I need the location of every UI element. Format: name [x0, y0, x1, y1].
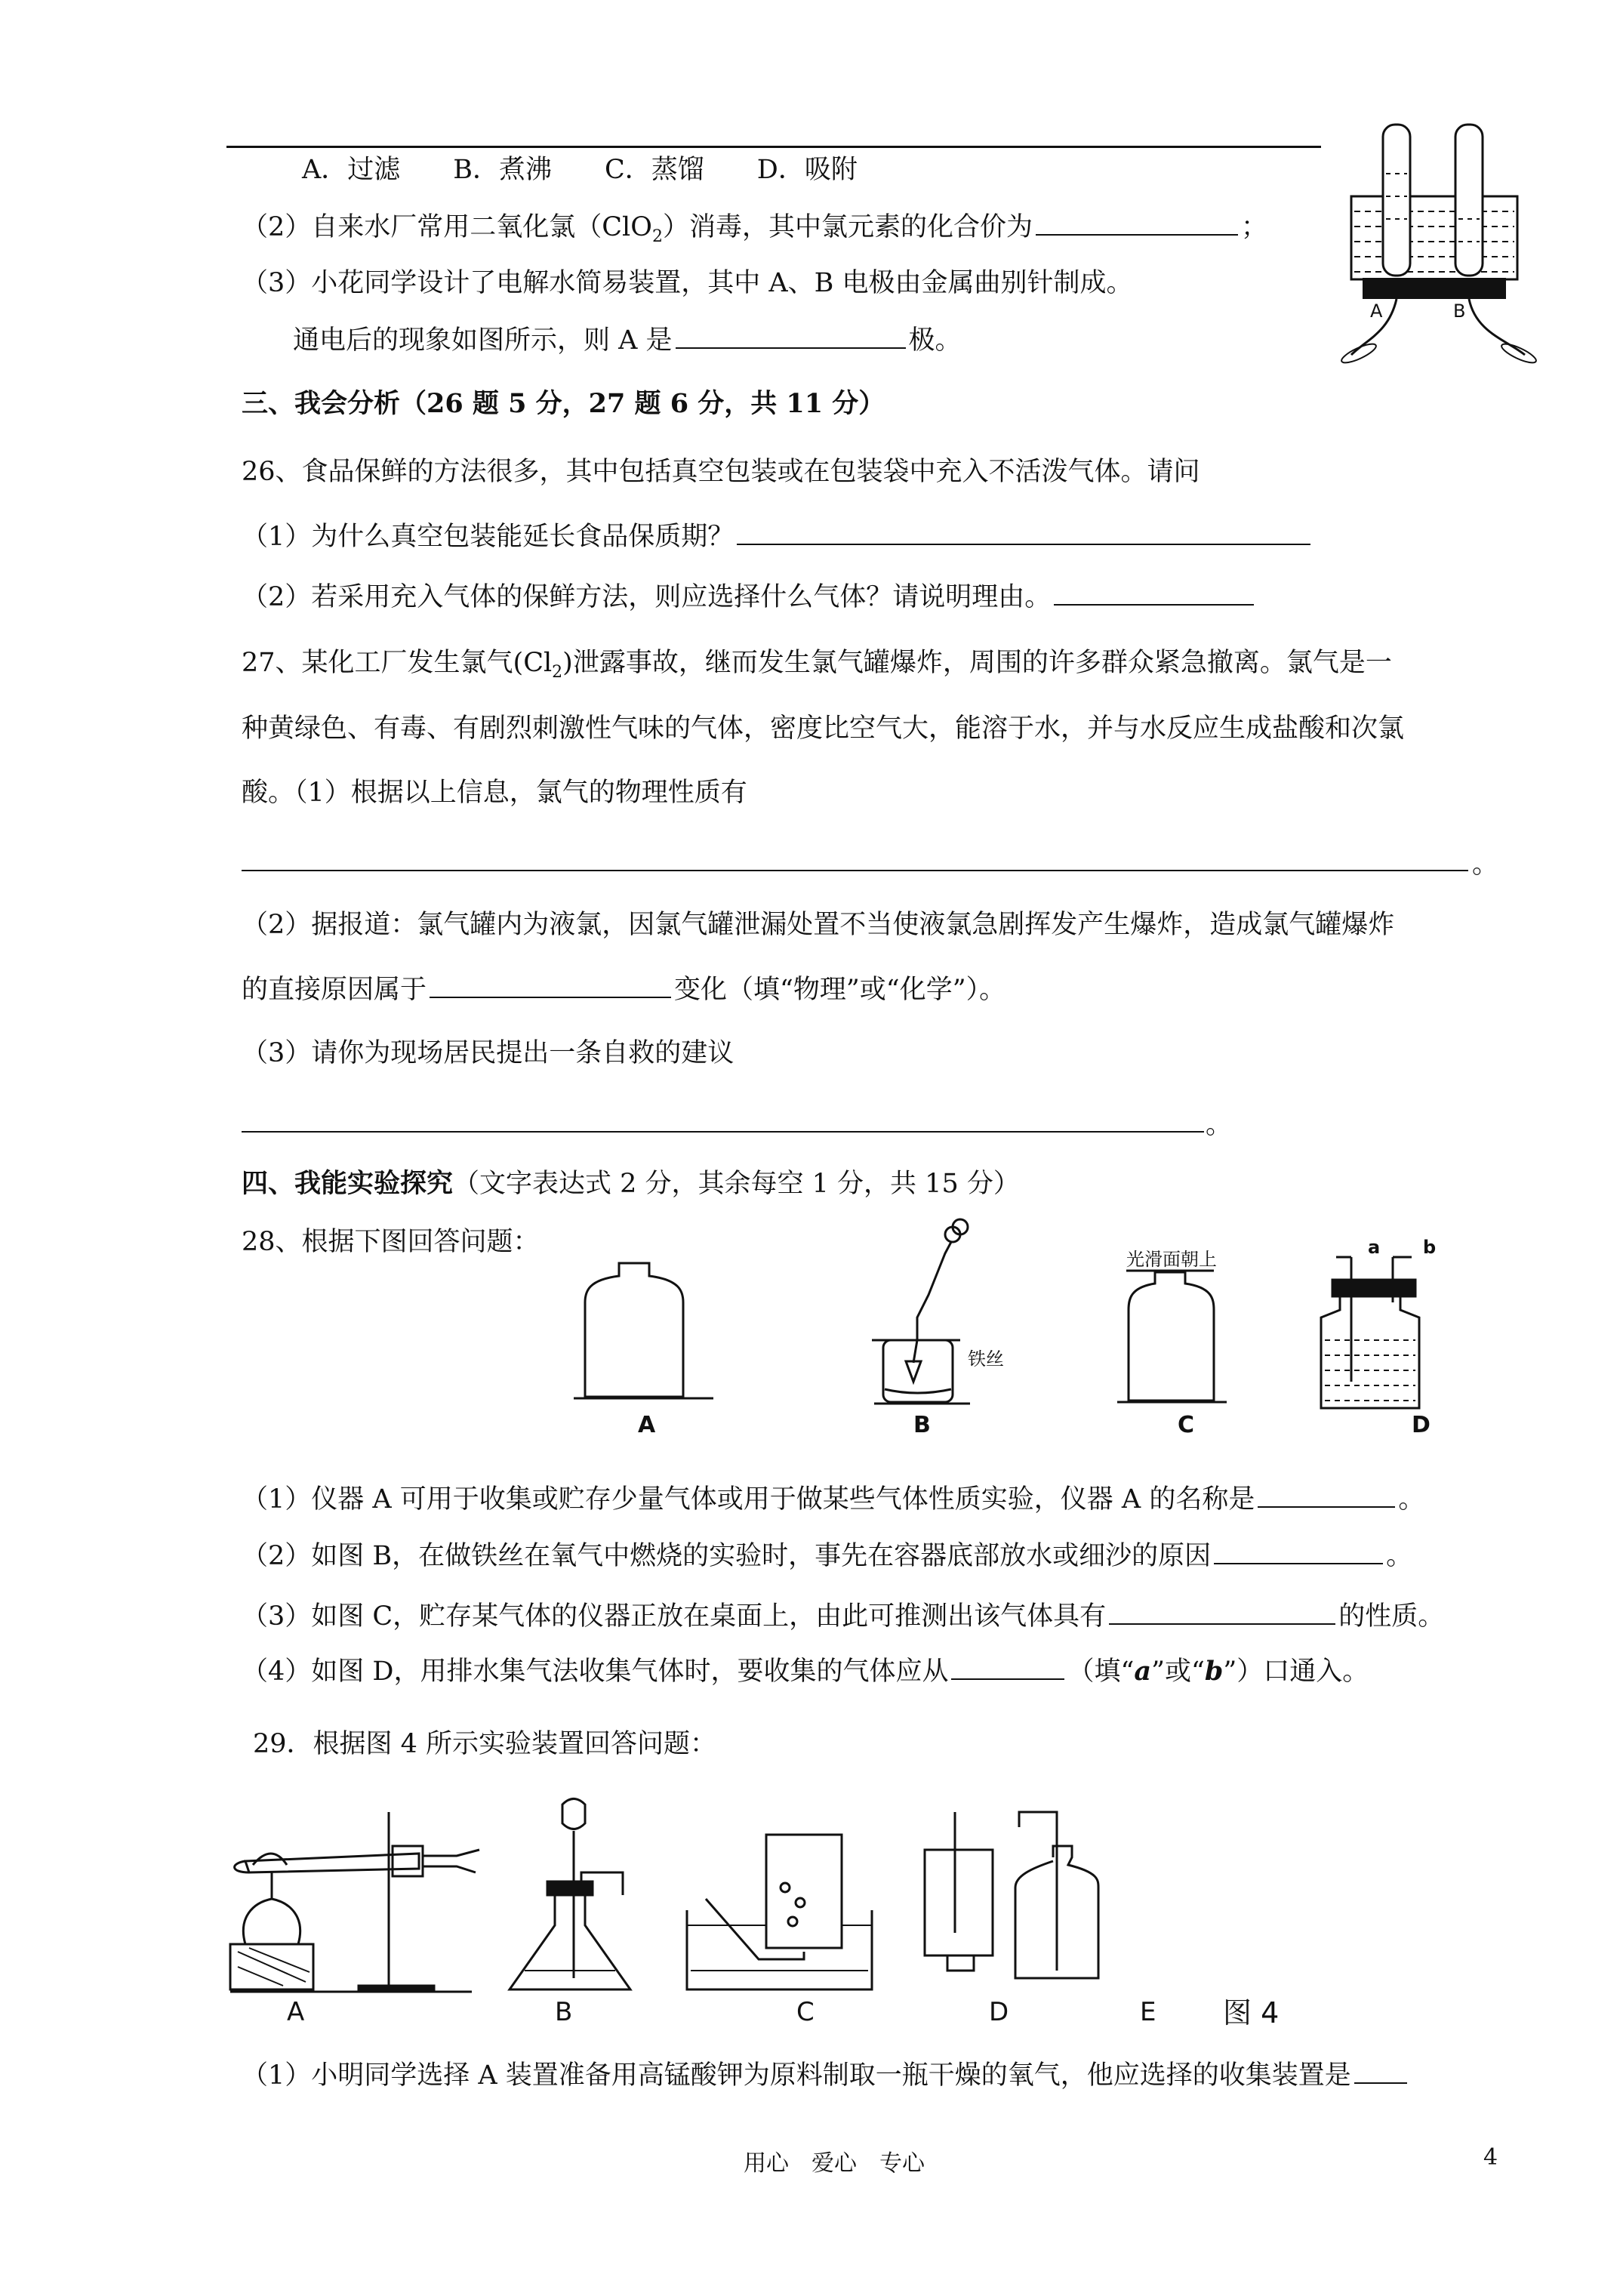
q27-part2-line2-post: 变化（填“物理”或“化学”）。 — [674, 975, 1006, 1005]
q28-answer-blank-1[interactable] — [1258, 1484, 1395, 1508]
gas-jar-a — [574, 1263, 713, 1398]
q28-part2-post: 。 — [1386, 1541, 1413, 1571]
q25-part2-pre: （2）自来水厂常用二氧化氯（ClO — [242, 212, 652, 242]
page-number: 4 — [1483, 2144, 1498, 2171]
iron-wire-label: 铁丝 — [968, 1348, 1004, 1370]
q28-part4-mid2: ”或“ — [1151, 1657, 1205, 1687]
q28-part1 — [242, 1484, 1424, 1515]
q26-stem: 26、食品保鲜的方法很多，其中包括真空包装或在包装袋中充入不活泼气体。请问 — [242, 457, 1200, 487]
fig4-label-a: A — [287, 1997, 305, 2027]
q27-answer-blank-2[interactable] — [430, 974, 671, 998]
q27-end-3: 。 — [1206, 1110, 1233, 1140]
q28-figure — [574, 1219, 1495, 1446]
q28-stem: 28、根据下图回答问题： — [242, 1227, 540, 1257]
q28-part4 — [242, 1656, 1369, 1687]
q27-part2-line2 — [242, 974, 1006, 1005]
q28-part3 — [242, 1601, 1444, 1632]
apparatus-b-flask — [510, 1799, 630, 1990]
port-a-label: a — [1368, 1237, 1381, 1258]
q28-label-a: A — [638, 1412, 656, 1438]
q27-stem-line2: 种黄绿色、有毒、有剧烈刺激性气味的气体，密度比空气大，能溶于水，并与水反应生成盐酸和次氯 — [242, 713, 1405, 744]
q25-part2-post: ）消毒，其中氯元素的化合价为 — [662, 212, 1033, 242]
electrolysis-apparatus-figure — [1344, 113, 1540, 362]
q27-stem-line1-pre: 27、某化工厂发生氯气(Cl — [242, 648, 553, 678]
q26-part2 — [242, 581, 1257, 612]
q28-answer-blank-3[interactable] — [1109, 1601, 1335, 1625]
q25-part2 — [242, 211, 1267, 252]
q25-part3-line2 — [293, 325, 962, 356]
q28-part3-post: 的性质。 — [1338, 1601, 1445, 1632]
section4-heading-bold: 四、我能实验探究 — [242, 1168, 454, 1199]
q25-part3-line2-post: 极。 — [908, 325, 962, 356]
q29-part1-text: （1）小明同学选择 A 装置准备用高锰酸钾为原料制取一瓶干燥的氧气，他应选择的收集装置是 — [242, 2060, 1351, 2091]
q27-stem-line1 — [242, 648, 1392, 688]
q26-part2-text: （2）若采用充入气体的保鲜方法，则应选择什么气体？请说明理由。 — [242, 582, 1052, 612]
electrolysis-label-a: A — [1370, 300, 1383, 322]
q28-label-c: C — [1178, 1412, 1195, 1438]
electrolysis-label-b: B — [1453, 300, 1466, 322]
q25-part2-sub: 2 — [651, 227, 663, 246]
q28-part4-post: ”）口通入。 — [1223, 1657, 1369, 1687]
fig4-label-b: B — [555, 1997, 573, 2027]
q28-answer-blank-4[interactable] — [951, 1656, 1064, 1680]
q28-part3-pre: （3）如图 C，贮存某气体的仪器正放在桌面上，由此可推测出该气体具有 — [242, 1601, 1107, 1632]
apparatus-a-heating — [230, 1812, 479, 1992]
figure-4 — [230, 1797, 1302, 2008]
test-tube-a — [1383, 125, 1410, 276]
q27-stem-line1-sub: 2 — [552, 663, 563, 682]
q28-part4-a: a — [1134, 1656, 1152, 1687]
gas-jar-c — [1117, 1271, 1227, 1402]
q27-end-1: 。 — [1472, 849, 1499, 880]
footer-motto: 用心 爱心 专心 — [744, 2150, 925, 2177]
q28-part2-pre: （2）如图 B，在做铁丝在氧气中燃烧的实验时，事先在容器底部放水或细沙的原因 — [242, 1541, 1212, 1571]
q28-answer-blank-2[interactable] — [1214, 1540, 1383, 1564]
q28-label-d: D — [1412, 1412, 1431, 1438]
q25-part2-end: ； — [1240, 212, 1267, 242]
smooth-side-up-label: 光滑面朝上 — [1126, 1249, 1217, 1270]
q29-answer-blank-1[interactable] — [1354, 2060, 1407, 2084]
q27-answer-line-1[interactable] — [242, 870, 1468, 871]
fig4-caption: 图 4 — [1223, 1996, 1280, 2029]
q26-answer-blank-2[interactable] — [1054, 581, 1254, 606]
electrolysis-water — [1354, 211, 1514, 272]
q24-options: A．过滤 B．煮沸 C．蒸馏 D．吸附 — [302, 155, 858, 185]
q28-part4-b: b — [1204, 1656, 1224, 1687]
q28-part1-pre: （1）仪器 A 可用于收集或贮存少量气体或用于做某些气体性质实验，仪器 A 的名称是 — [242, 1484, 1255, 1515]
q28-part1-post: 。 — [1398, 1484, 1425, 1515]
q25-part3-line1: （3）小花同学设计了电解水简易装置，其中 A、B 电极由金属曲别针制成。 — [242, 268, 1133, 298]
q28-part4-mid1: （填“ — [1067, 1657, 1135, 1687]
q28-part2 — [242, 1540, 1412, 1571]
apparatus-e-bottle — [1015, 1812, 1098, 1978]
q27-answer-line-3[interactable] — [242, 1131, 1204, 1133]
q25-answer-blank-1[interactable] — [1036, 211, 1238, 236]
section3-heading: 三、我会分析（26 题 5 分，27 题 6 分，共 11 分） — [242, 388, 885, 419]
q27-part2-line2-pre: 的直接原因属于 — [242, 975, 427, 1005]
q29-stem: 29．根据图 4 所示实验装置回答问题： — [253, 1729, 717, 1759]
q28-label-b: B — [913, 1412, 931, 1438]
test-tube-b — [1455, 125, 1483, 276]
fig4-label-d: D — [989, 1997, 1009, 2027]
section4-heading — [242, 1169, 1020, 1199]
top-rule — [226, 146, 1321, 148]
apparatus-d-bottle — [925, 1812, 993, 1971]
q28-part4-pre: （4）如图 D，用排水集气法收集气体时，要收集的气体应从 — [242, 1657, 949, 1687]
electrolysis-beaker — [1351, 196, 1517, 279]
q27-stem-line3: 酸。（1）根据以上信息，氯气的物理性质有 — [242, 778, 747, 808]
electrolysis-stopper — [1363, 278, 1506, 299]
q27-part3: （3）请你为现场居民提出一条自救的建议 — [242, 1038, 735, 1068]
q25-answer-blank-2[interactable] — [676, 325, 906, 349]
q27-stem-line1-post: )泄露事故，继而发生氯气罐爆炸，周围的许多群众紧急撤离。氯气是一 — [562, 648, 1392, 678]
q26-answer-blank-1[interactable] — [737, 521, 1310, 545]
q26-part1 — [242, 521, 1313, 552]
port-b-label: b — [1423, 1237, 1437, 1258]
section4-heading-rest: （文字表达式 2 分，其余每空 1 分，共 15 分） — [453, 1169, 1020, 1199]
apparatus-c-trough — [687, 1835, 872, 1989]
iron-wire-burning-b — [872, 1219, 970, 1404]
fig4-label-e: E — [1140, 1997, 1156, 2027]
q25-part3-line2-pre: 通电后的现象如图所示，则 A 是 — [293, 325, 673, 356]
q26-part1-text: （1）为什么真空包装能延长食品保质期？ — [242, 522, 735, 552]
q27-part2-line1: （2）据报道：氯气罐内为液氯，因氯气罐泄漏处置不当使液氯急剧挥发产生爆炸，造成氯气罐爆炸 — [242, 910, 1395, 940]
fig4-label-c: C — [796, 1997, 815, 2027]
q29-part1 — [242, 2060, 1410, 2091]
